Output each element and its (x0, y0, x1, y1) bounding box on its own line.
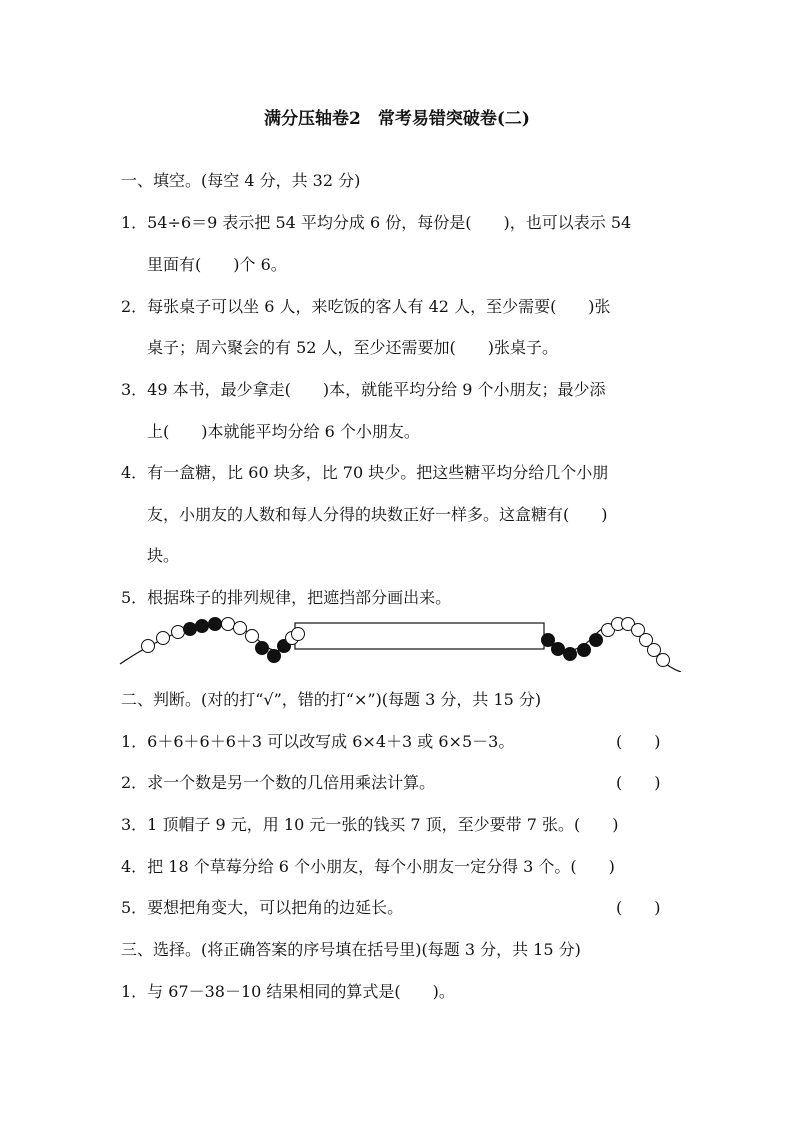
judge-item-2: 2．求一个数是另一个数的几倍用乘法计算。 (121, 773, 436, 792)
left-bead-black (256, 642, 269, 655)
q4-line-2: 友，小朋友的人数和每人分得的块数正好一样多。这盒糖有( ) (147, 505, 608, 524)
choice-q1: 1．与 67－38－10 结果相同的算式是( )。 (121, 982, 455, 1001)
q1-line-1: 1．54÷6＝9 表示把 54 平均分成 6 份，每份是( )，也可以表示 54 (121, 213, 632, 232)
section-1-heading: 一、填空。(每空 4 分，共 32 分) (121, 171, 361, 190)
q4-line-1: 4．有一盒糖，比 60 块多，比 70 块少。把这些糖平均分给几个小朋 (121, 463, 609, 482)
bead-pattern-figure (118, 616, 683, 672)
q1-line-2: 里面有( )个 6。 (147, 255, 287, 274)
left-bead-white (157, 632, 170, 645)
judge-item-1-answer[interactable]: ( ) (616, 732, 661, 751)
q2-line-1: 2．每张桌子可以坐 6 人，来吃饭的客人有 42 人，至少需要( )张 (121, 297, 611, 316)
section-3-heading: 三、选择。(将正确答案的序号填在括号里)(每题 3 分，共 15 分) (121, 940, 581, 959)
left-bead-black (268, 650, 281, 663)
left-bead-white (234, 622, 247, 635)
left-bead-white (292, 628, 305, 641)
judge-item-5: 5．要想把角变大，可以把角的边延长。 (121, 898, 404, 917)
left-bead-black (209, 618, 222, 631)
section-2-heading: 二、判断。(对的打“√”，错的打“×”)(每题 3 分，共 15 分) (121, 690, 542, 709)
right-bead-black (564, 648, 577, 661)
left-bead-white (222, 618, 235, 631)
hidden-section-box (295, 623, 544, 649)
q5-line-1: 5．根据珠子的排列规律，把遮挡部分画出来。 (121, 588, 452, 607)
judge-item-2-answer[interactable]: ( ) (616, 773, 661, 792)
right-bead-white (648, 644, 661, 657)
left-bead-white (142, 640, 155, 653)
right-bead-black (590, 634, 603, 647)
left-bead-white (172, 626, 185, 639)
judge-item-4: 4．把 18 个草莓分给 6 个小朋友，每个小朋友一定分得 3 个。( ) (121, 857, 615, 876)
q3-line-2: 上( )本就能平均分给 6 个小朋友。 (147, 422, 420, 441)
judge-item-5-answer[interactable]: ( ) (616, 898, 661, 917)
right-bead-black (578, 644, 591, 657)
q4-line-3: 块。 (147, 546, 180, 565)
judge-item-1: 1．6＋6＋6＋6＋3 可以改写成 6×4＋3 或 6×5－3。 (121, 732, 515, 751)
left-bead-black (184, 623, 197, 636)
judge-item-3: 3．1 顶帽子 9 元，用 10 元一张的钱买 7 顶，至少要带 7 张。( ) (121, 815, 619, 834)
left-bead-white (246, 630, 259, 643)
right-bead-white (657, 654, 670, 667)
page-title: 满分压轴卷2 常考易错突破卷(二) (264, 109, 530, 129)
q3-line-1: 3．49 本书，最少拿走( )本，就能平均分给 9 个小朋友；最少添 (121, 380, 606, 399)
left-bead-black (196, 620, 209, 633)
q2-line-2: 桌子；周六聚会的有 52 人，至少还需要加( )张桌子。 (147, 338, 559, 357)
right-bead-black (552, 643, 565, 656)
right-bead-black (542, 634, 555, 647)
